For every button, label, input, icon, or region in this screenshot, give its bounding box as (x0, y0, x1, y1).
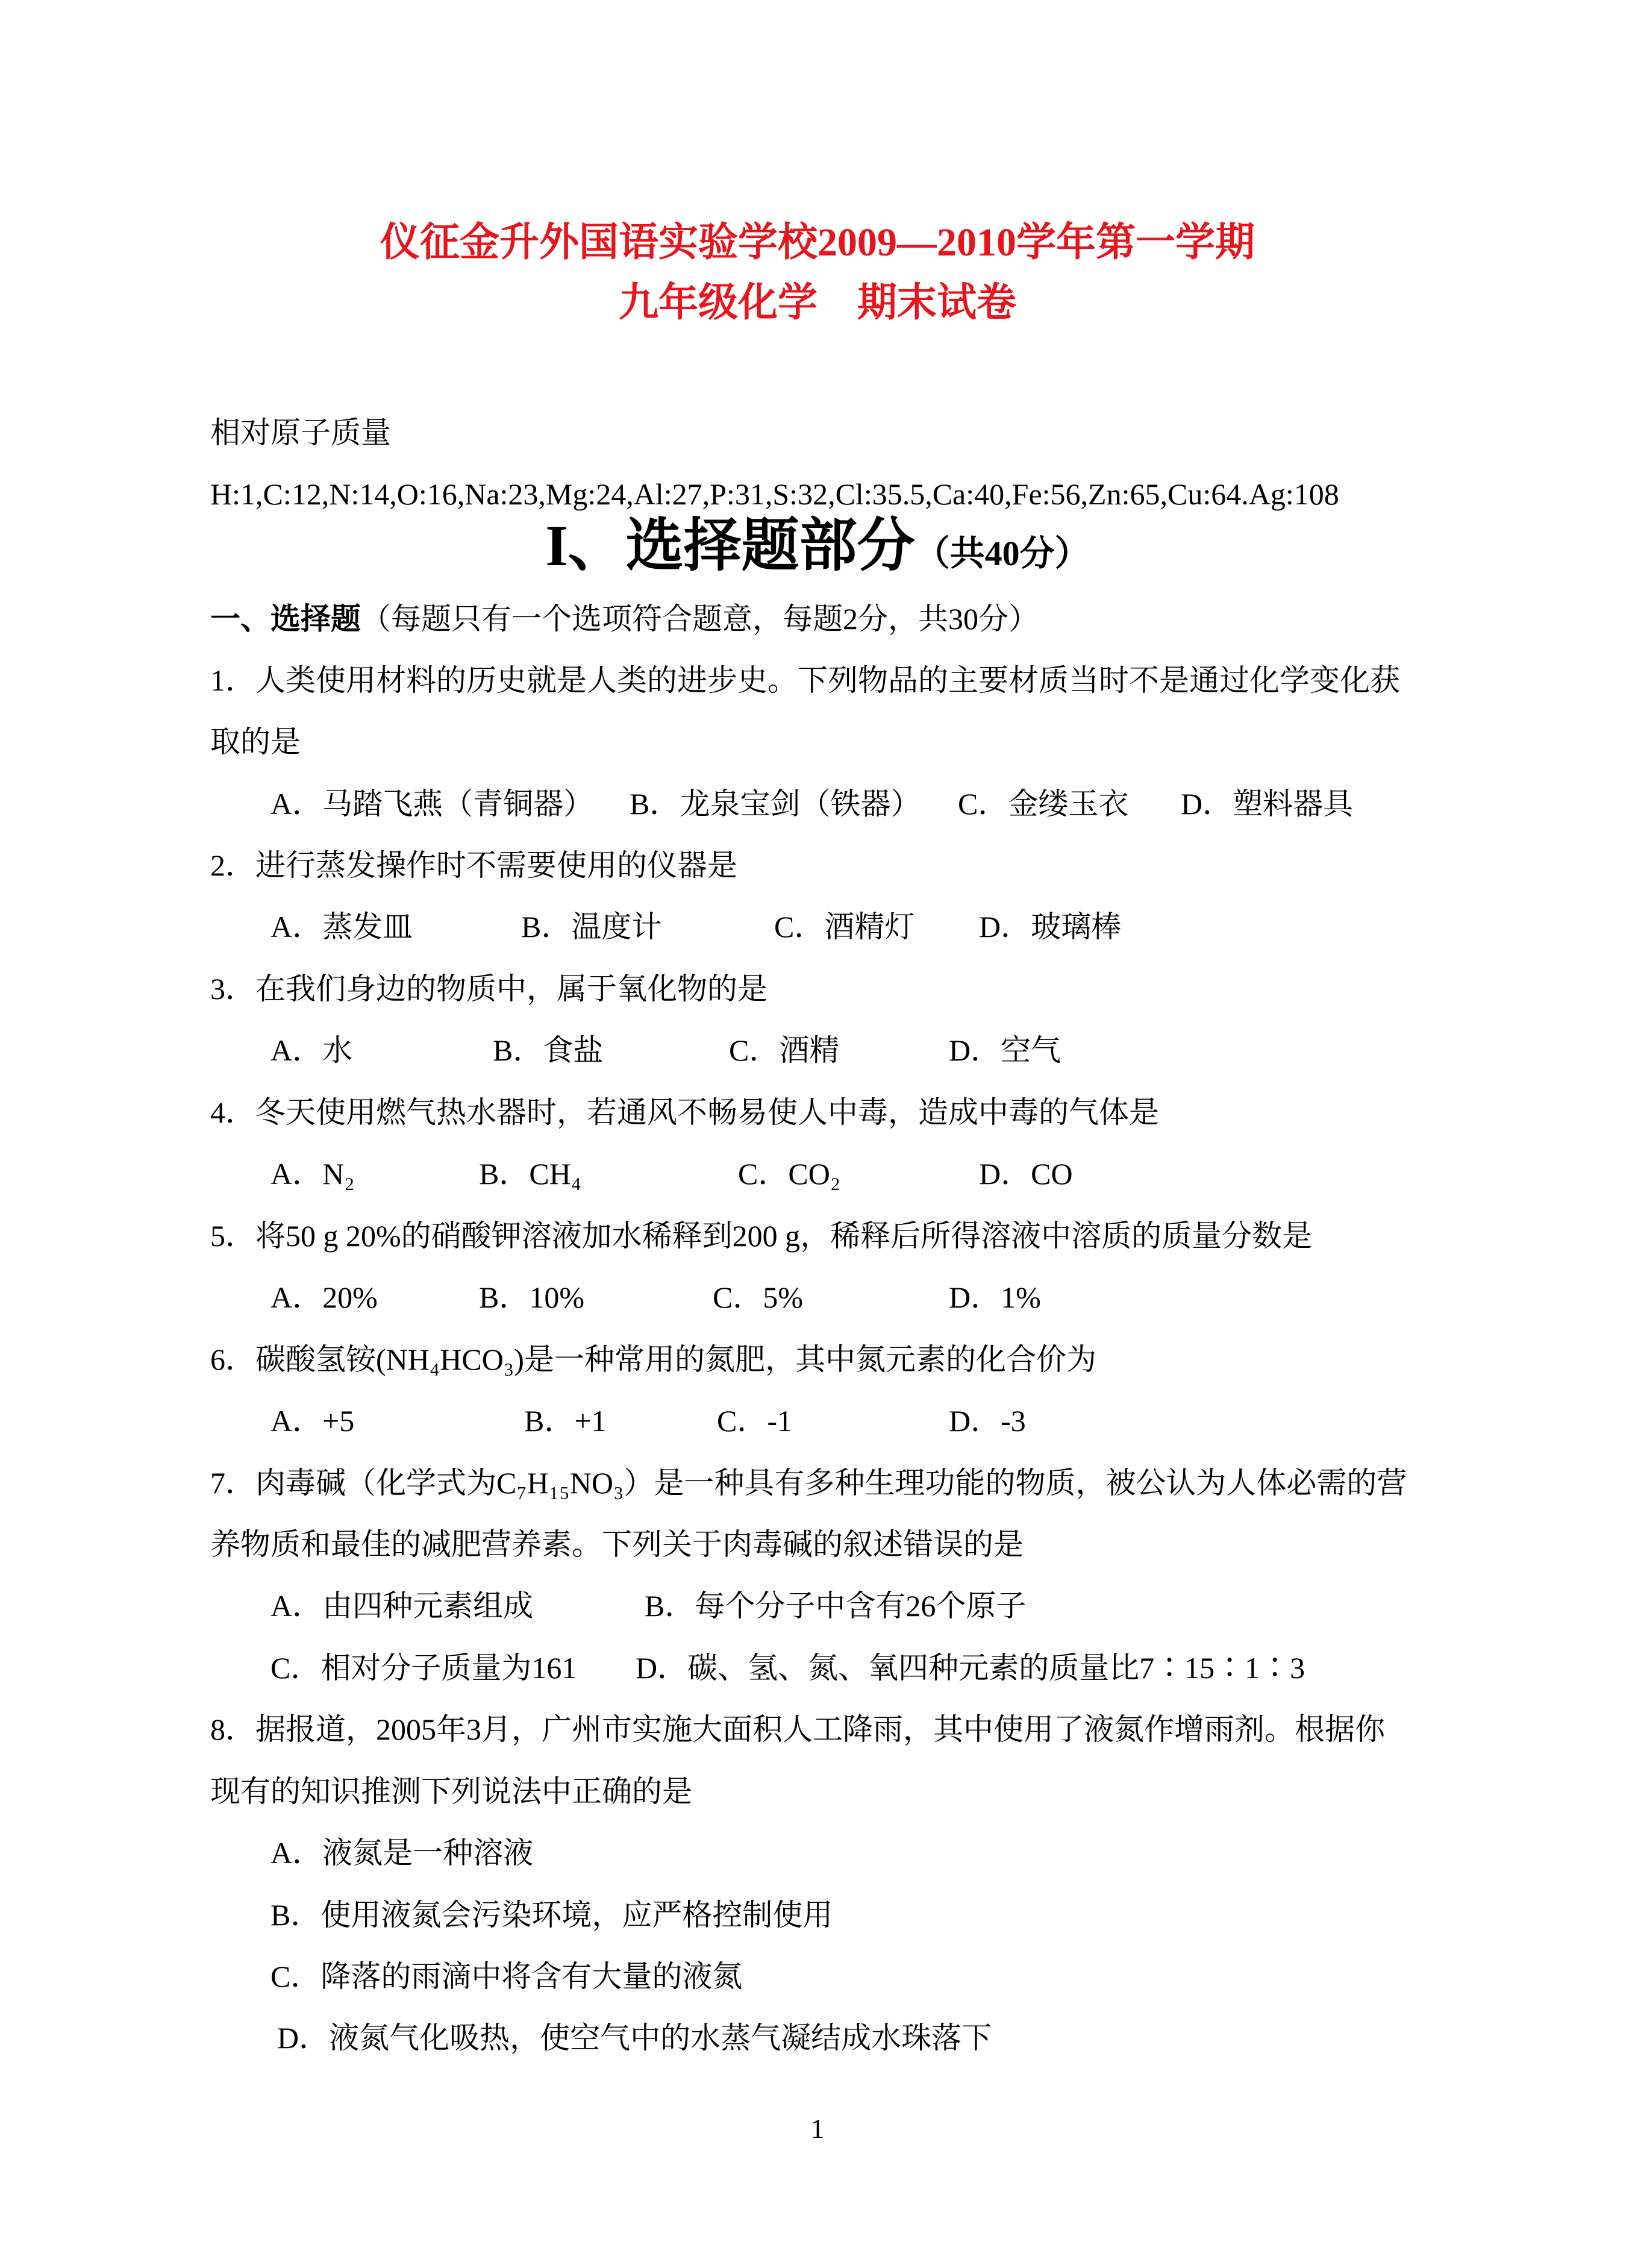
part-one-label: 一、选择题 (210, 602, 361, 636)
question-7-stem-cont: 养物质和最佳的减肥营养素。下列关于肉毒碱的叙述错误的是 (210, 1527, 1024, 1561)
question-2-option-a: A．蒸发皿 (270, 910, 413, 944)
question-2-option-b: B．温度计 (521, 910, 662, 944)
question-6-option-c: C．-1 (717, 1404, 792, 1438)
question-6-option-b: B．+1 (524, 1404, 607, 1438)
question-8-option-c: C．降落的雨滴中将含有大量的液氮 (270, 1959, 743, 1993)
question-3-option-b: B．食盐 (493, 1033, 604, 1067)
question-3-option-c: C．酒精 (729, 1033, 840, 1067)
question-7-option-c: C．相对分子质量为161 (270, 1651, 577, 1685)
part-one-heading (210, 604, 1039, 634)
question-8-stem-cont: 现有的知识推测下列说法中正确的是 (210, 1775, 692, 1808)
question-8-stem: 8．据报道，2005年3月，广州市实施大面积人工降雨，其中使用了液氮作增雨剂。根据你 (210, 1712, 1385, 1746)
atomic-mass-label: 相对原子质量 (210, 416, 391, 450)
question-6-stem: 6．碳酸氢铵(NH₄HCO₃)是一种常用的氮肥，其中氮元素的化合价为 (210, 1342, 1096, 1376)
question-8-option-d: D．液氮气化吸热，使空气中的水蒸气凝结成水珠落下 (277, 2021, 992, 2055)
question-4-option-b: B．CH₄ (479, 1157, 582, 1191)
question-1-option-b: B．龙泉宝剑（铁器） (630, 787, 921, 821)
section-heading-note: （共40分） (914, 534, 1090, 573)
question-4-stem: 4．冬天使用燃气热水器时，若通风不畅易使人中毒，造成中毒的气体是 (210, 1095, 1159, 1129)
question-2-stem: 2．进行蒸发操作时不需要使用的仪器是 (210, 848, 737, 882)
question-7-stem: 7．肉毒碱（化学式为C₇H₁₅NO₃）是一种具有多种生理功能的物质，被公认为人体必需的营 (210, 1466, 1407, 1500)
question-3-option-a: A．水 (270, 1033, 353, 1067)
question-1-stem-cont: 取的是 (210, 725, 301, 759)
atomic-mass-values: H:1,C:12,N:14,O:16,Na:23,Mg:24,Al:27,P:31,S:32,Cl:35.5,Ca:40,Fe:56,Zn:65,Cu:64.Ag:108 (210, 477, 1339, 511)
question-7-option-a: A．由四种元素组成 (270, 1589, 534, 1623)
question-7-option-b: B．每个分子中含有26个原子 (645, 1589, 1027, 1623)
exam-title-subject: 九年级化学 期末试卷 (619, 281, 1016, 325)
question-4-option-c: C．CO₂ (738, 1157, 841, 1191)
question-2-option-d: D．玻璃棒 (979, 910, 1122, 944)
question-5-option-b: B．10% (479, 1280, 584, 1314)
question-1-stem: 1．人类使用材料的历史就是人类的进步史。下列物品的主要材质当时不是通过化学变化获 (210, 663, 1400, 697)
question-3-option-d: D．空气 (949, 1033, 1061, 1067)
question-4-option-a: A．N₂ (270, 1157, 355, 1191)
question-8-option-a: A．液氮是一种溶液 (270, 1836, 534, 1870)
question-8-option-b: B．使用液氮会污染环境，应严格控制使用 (270, 1898, 833, 1932)
question-5-option-a: A．20% (270, 1280, 378, 1314)
exam-title-school: 仪征金升外国语实验学校2009—2010学年第一学期 (380, 221, 1255, 265)
question-4-option-d: D．CO (979, 1157, 1073, 1191)
question-6-option-d: D．-3 (949, 1404, 1026, 1438)
question-5-stem: 5．将50 g 20%的硝酸钾溶液加水稀释到200 g，稀释后所得溶液中溶质的质量分数是 (210, 1219, 1313, 1253)
question-5-option-d: D．1% (949, 1280, 1041, 1314)
part-one-instructions: （每题只有一个选项符合题意，每题2分，共30分） (361, 602, 1039, 636)
question-7-option-d: D．碳、氢、氮、氧四种元素的质量比7∶15∶1∶3 (636, 1651, 1305, 1685)
question-6-option-a: A．+5 (270, 1404, 355, 1438)
section-heading (0, 513, 1635, 578)
question-2-option-c: C．酒精灯 (774, 910, 915, 944)
question-1-option-c: C．金缕玉衣 (958, 787, 1129, 821)
question-1-option-a: A．马踏飞燕（青铜器） (270, 787, 594, 821)
section-heading-main: I、选择题部分 (545, 513, 915, 578)
page-number: 1 (810, 2113, 825, 2144)
question-5-option-c: C．5% (713, 1280, 803, 1314)
question-1-option-d: D．塑料器具 (1181, 787, 1354, 821)
question-3-stem: 3．在我们身边的物质中，属于氧化物的是 (210, 972, 767, 1006)
